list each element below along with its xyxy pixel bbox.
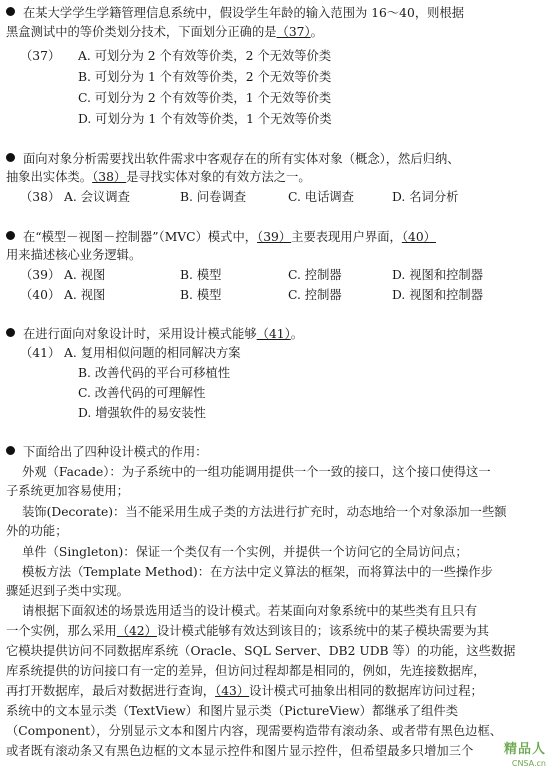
scenario-line5: 再打开数据库，最后对数据进行查询，（43）设计模式可抽象出相同的数据库访问过程； — [6, 684, 483, 698]
scenario-line7: （Component），分别显示文本和图片内容，现需要构造带有滚动条、或者带有黑色边框、 — [6, 724, 503, 738]
decorate-line1: 装饰(Decorate)：当不能采用生成子类的方法进行扩充时，动态地给一个对象添加一些额 — [22, 505, 507, 519]
q38-option-a: A. 会议调查 — [64, 190, 130, 204]
watermark-url: CNSA.cn — [511, 759, 546, 768]
answer-blank-43: （43） — [215, 684, 250, 698]
scenario-line2: 一个实例，那么采用（42）设计模式能够有效达到该目的；该系统中的某子模块需要为其 — [6, 624, 489, 638]
decorate-line2: 外的功能； — [6, 524, 68, 538]
q39-option-b: B. 模型 — [180, 268, 222, 282]
q37-stem-line1: 在某大学学生学籍管理信息系统中，假设学生年龄的输入范围为 16～40，则根据 — [6, 4, 464, 22]
template-line2: 骤延迟到子类中实现。 — [6, 584, 129, 598]
q37-label: （37） — [20, 49, 61, 63]
q39-option-c: C. 控制器 — [288, 268, 342, 282]
q39-stem-line1: 在“模型－视图－控制器”（MVC）模式中，（39）主要表现用户界面，（40） — [6, 228, 436, 246]
bullet-icon — [6, 153, 15, 162]
q37-option-a: A. 可划分为 2 个有效等价类，2 个无效等价类 — [78, 49, 332, 63]
q38-stem-line2: 抽象出实体类。（38）是寻找实体对象的有效方法之一。 — [6, 170, 311, 184]
q37-option-b: B. 可划分为 1 个有效等价类，2 个无效等价类 — [78, 70, 332, 84]
q38-label: （38） — [20, 190, 61, 204]
singleton-line: 单件（Singleton)：保证一个类仅有一个实例，并提供一个访问它的全局访问点； — [22, 545, 468, 559]
scenario-line6: 系统中的文本显示类（TextView）和图片显示类（PictureView）都继承了组件类 — [6, 704, 459, 718]
q40-label: （40） — [20, 288, 61, 302]
answer-blank-40: （40） — [401, 230, 436, 244]
q41-option-a: A. 复用相似问题的相同解决方案 — [64, 346, 241, 360]
facade-line2: 子系统更加容易使用； — [6, 484, 129, 498]
watermark-logo — [500, 738, 546, 768]
q38-option-b: B. 问卷调查 — [180, 190, 247, 204]
q40-option-d: D. 视图和控制器 — [392, 288, 484, 302]
q41-option-d: D. 增强软件的易安装性 — [78, 406, 206, 420]
q40-option-c: C. 控制器 — [288, 288, 342, 302]
scenario-line3: 它模块提供访问不同数据库系统（Oracle、SQL Server、DB2 UDB 等）的功能，这些数据 — [6, 644, 516, 658]
scenario-line8: 或者既有滚动条又有黑色边框的文本显示控件和图片显示控件，但希望最多只增加三个 — [6, 744, 474, 758]
q41-option-c: C. 改善代码的可理解性 — [78, 386, 206, 400]
answer-blank-39: （39） — [257, 230, 292, 244]
q37-stem-line2: 黑盒测试中的等价类划分技术，下面划分正确的是（37）。 — [6, 25, 323, 39]
template-line1: 模板方法（Template Method)：在方法中定义算法的框架，而将算法中的一些操作步 — [22, 565, 493, 579]
answer-blank-41: （41） — [256, 327, 291, 341]
q37-option-d: D. 可划分为 1 个有效等价类，1 个无效等价类 — [78, 112, 332, 126]
q37-option-c: C. 可划分为 2 个有效等价类，1 个无效等价类 — [78, 91, 332, 105]
q39-option-d: D. 视图和控制器 — [392, 268, 484, 282]
q39-stem-line2: 用来描述核心业务逻辑。 — [6, 248, 142, 262]
answer-blank-38: （38） — [92, 170, 127, 184]
q39-option-a: A. 视图 — [64, 268, 106, 282]
bullet-icon — [6, 446, 15, 455]
facade-line1: 外观（Facade）：为子系统中的一组功能调用提供一个一致的接口，这个接口使得这一 — [22, 465, 491, 479]
scenario-line1: 请根据下面叙述的场景选用适当的设计模式。若某面向对象系统中的某些类有且只有 — [22, 604, 477, 618]
bullet-icon — [6, 328, 15, 337]
answer-blank-37: （37） — [276, 25, 311, 39]
patterns-intro: 下面给出了四种设计模式的作用： — [6, 443, 207, 461]
q41-option-b: B. 改善代码的平台可移植性 — [78, 366, 231, 380]
q39-label: （39） — [20, 268, 61, 282]
answer-blank-42: （42） — [116, 624, 157, 638]
q41-stem: 在进行面向对象设计时，采用设计模式能够（41）。 — [6, 325, 303, 343]
q41-label: （41） — [20, 346, 61, 360]
bullet-icon — [6, 231, 15, 240]
scenario-line4: 库系统提供的访问接口有一定的差异，但访问过程却都是相同的，例如，先连接数据库， — [6, 664, 486, 678]
q38-option-c: C. 电话调查 — [288, 190, 354, 204]
q40-option-b: B. 模型 — [180, 288, 222, 302]
watermark-text: 精品人 — [503, 742, 546, 757]
q38-option-d: D. 名词分析 — [392, 190, 459, 204]
q40-option-a: A. 视图 — [64, 288, 106, 302]
q38-stem-line1: 面向对象分析需要找出软件需求中客观存在的所有实体对象（概念），然后归纳、 — [6, 150, 460, 168]
bullet-icon — [6, 7, 15, 16]
